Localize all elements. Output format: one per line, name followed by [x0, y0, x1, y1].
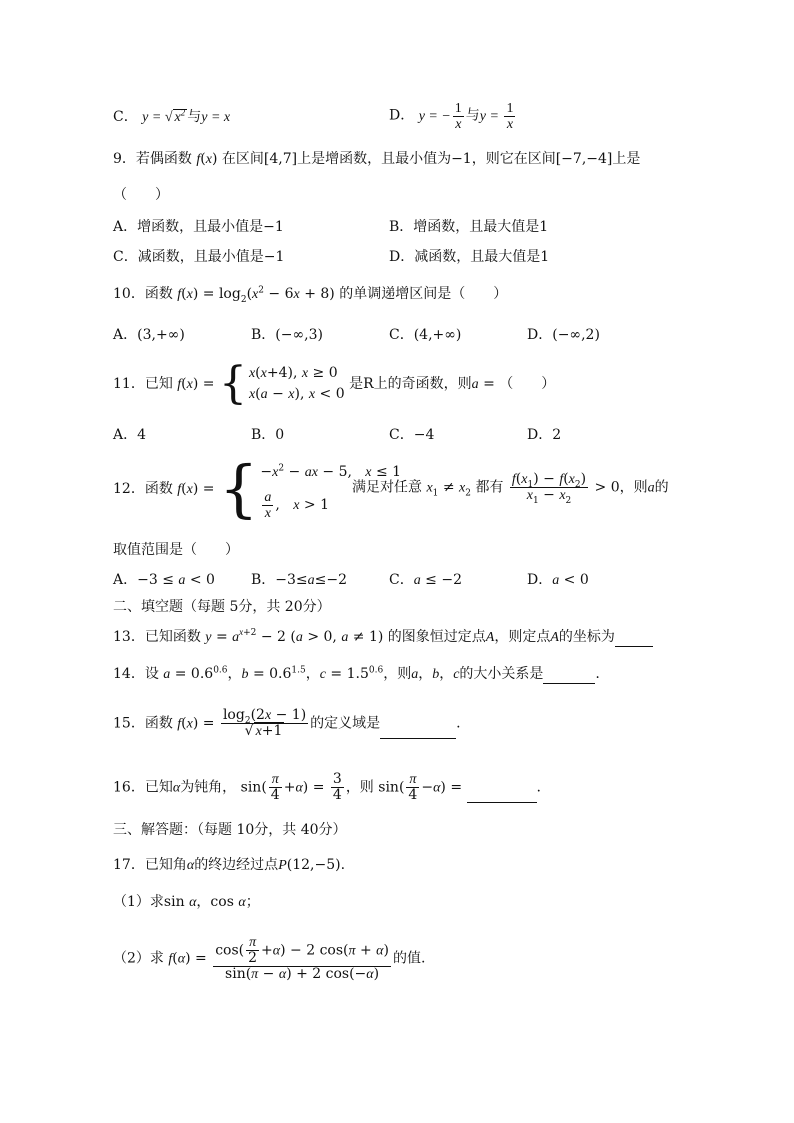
q9-option-d: D．减函数，且最大值是1	[389, 249, 550, 265]
q10-option-d: D．(−∞,2)	[527, 327, 600, 343]
question-12-range: 取值范围是（ ）	[113, 542, 239, 558]
question-9-paren: （ ）	[113, 187, 169, 203]
q8-option-c: C． y = √ $x^2$ 与y = x	[113, 107, 231, 125]
question-12-condition: 满足对任意 $x_1 \ne x_2$ 都有 $\frac{f(x_1) - f(x_2)}{x_1 - x_2}$ > 0，则a的	[352, 471, 669, 506]
question-12: 12．函数 f(x) = { $-x^2$ − ax − 5, x ≤ 1 $\frac{a}{x}$ , x > 1	[113, 452, 402, 525]
q9-option-a: A．增函数，且最小值是−1	[113, 219, 284, 235]
question-9: 9．若偶函数 f(x) 在区间[4,7]上是增函数，且最小值为−1，则它在区间[−7,−4]上是	[113, 151, 641, 167]
q11-option-c: C．−4	[389, 427, 435, 443]
q9-option-b: B．增函数，且最大值是1	[389, 219, 549, 235]
question-17-part-1: （1）求sin α，cos α；	[113, 894, 260, 910]
q8-option-d: D． y = − $\frac{1}{x}$ 与y = $\frac{1}{x}$	[389, 101, 514, 132]
q10-option-a: A．(3,+∞)	[113, 327, 185, 343]
q11-option-b: B．0	[251, 427, 285, 443]
question-14: 14．设 $a = 0.6^{0.6}$，$b = 0.6^{1.5}$，$c = 1.5^{0.6}$，则a，b，c的大小关系是 .	[113, 665, 600, 682]
question-13: 13．已知函数 $y = a^{x+2} - 2$ (a > 0, a ≠ 1) 的图象恒过定点A，则定点A的坐标为	[113, 628, 653, 647]
q10-option-b: B．(−∞,3)	[251, 327, 323, 343]
question-10: 10．函数 $f(x) = \log_2(x^2 - 6x + 8)$ 的单调递增区间是（ ）	[113, 285, 508, 305]
q10-option-c: C．(4,+∞)	[389, 327, 462, 343]
q11-option-a: A．4	[113, 427, 147, 443]
section-2-heading: 二、填空题（每题 5分，共 20分）	[113, 599, 331, 615]
q11-option-d: D．2	[527, 427, 562, 443]
question-11: 11．已知 f(x) = { x(x+4), x ≥ 0 x(a − x), x < 0 是R上的奇函数，则a = （ ）	[113, 358, 556, 409]
question-16: 16．已知α为钝角， sin( $\frac{\pi}{4}$ +α) = $\frac{3}{4}$ ，则 sin( $\frac{\pi}{4}$ −α) = .	[113, 771, 541, 803]
section-3-heading: 三、解答题：（每题 10分，共 40分）	[113, 822, 347, 838]
q12-option-b: B．−3≤a≤−2	[251, 572, 348, 588]
q9-option-c: C．减函数，且最小值是−1	[113, 249, 285, 265]
question-17-part-2: （2）求 f(α) = cos( $\frac{\pi}{2}$ +α) − 2 cos(π + α) sin(π − α) + 2 cos(−α) 的值.	[113, 935, 426, 982]
q12-option-a: A．−3 ≤ a < 0	[113, 572, 215, 588]
q12-option-c: C．a ≤ −2	[389, 572, 462, 588]
q12-option-d: D．a < 0	[527, 572, 589, 588]
question-17: 17．已知角α的终边经过点P(12,−5).	[113, 857, 346, 873]
question-15: 15．函数 f(x) = $\frac{\log_2(2x - 1)}{√ x+1}$ 的定义域是 .	[113, 707, 461, 739]
